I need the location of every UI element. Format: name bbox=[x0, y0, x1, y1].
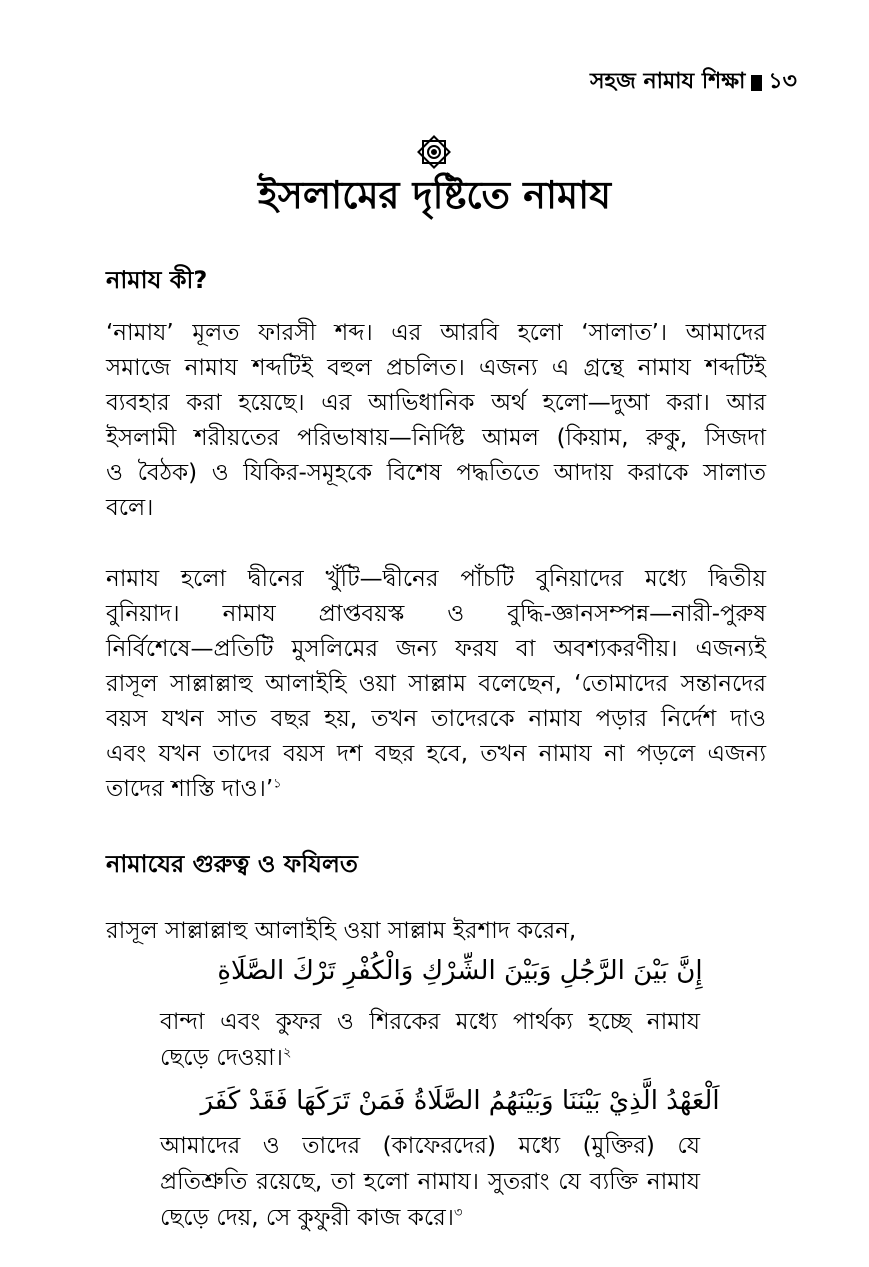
text-line bbox=[160, 1200, 700, 1236]
text-line-content: ছেড়ে দেয়, সে কুফুরী কাজ করে। bbox=[160, 1205, 454, 1231]
text-line: এবং যখন তাদের বয়স দশ বছর হবে, তখন নামায না পড়লে এজন্য bbox=[106, 741, 766, 767]
text-line: আমাদের ও তাদের (কাফেরদের) মধ্যে (মুক্তির) যে bbox=[160, 1133, 700, 1159]
paragraph-definition bbox=[106, 316, 766, 526]
chapter-title: ইসলামের দৃষ্টিতে নামায bbox=[257, 173, 612, 217]
text-line-content: ছেড়ে দেওয়া। bbox=[160, 1045, 284, 1071]
text-line: ব্যবহার করা হয়েছে। এর আভিধানিক অর্থ হলো—দুআ করা। আর bbox=[106, 390, 766, 416]
text-line: বয়স যখন সাত বছর হয়, তখন তাদেরকে নামায পড়ার নির্দেশ দাও bbox=[106, 706, 766, 732]
section-heading-what-is-namaz: নামায কী? bbox=[106, 266, 208, 294]
page-number: ১৩ bbox=[768, 69, 797, 94]
text-line: প্রতিশ্রুতি রয়েছে, তা হলো নামায। সুতরাং যে ব্যক্তি নামায bbox=[160, 1169, 700, 1195]
text-line: ও বৈঠক) ও যিকির-সমূহকে বিশেষ পদ্ধতিতে আদায় করাকে সালাত bbox=[106, 460, 766, 486]
text-line: বুনিয়াদ। নামায প্রাপ্তবয়স্ক ও বুদ্ধি-জ্ঞানসম্পন্ন—নারী-পুরুষ bbox=[106, 601, 766, 627]
text-line bbox=[106, 772, 766, 807]
text-line: রাসূল সাল্লাল্লাহু আলাইহি ওয়া সাল্লাম বলেছেন, ‘তোমাদের সন্তানদের bbox=[106, 671, 766, 697]
hadith-intro: রাসূল সাল্লাল্লাহু আলাইহি ওয়া সাল্লাম ইরশাদ করেন, bbox=[106, 918, 577, 944]
footnote-marker: ১ bbox=[273, 776, 282, 792]
text-line-content: তাদের শাস্তি দাও।’ bbox=[106, 776, 274, 802]
footnote-marker: ৩ bbox=[453, 1205, 463, 1221]
text-line: ইসলামী শরীয়তের পরিভাষায়—নির্দিষ্ট আমল (কিয়াম, রুকু, সিজদা bbox=[106, 425, 766, 451]
text-line: নামায হলো দ্বীনের খুঁটি—দ্বীনের পাঁচটি বুনিয়াদের মধ্যে দ্বিতীয় bbox=[106, 566, 766, 592]
separator-square-icon bbox=[751, 75, 762, 91]
text-line: সমাজে নামায শব্দটিই বহুল প্রচলিত। এজন্য এ গ্রন্থে নামায শব্দটিই bbox=[106, 355, 766, 381]
hadith-translation-1 bbox=[160, 1004, 700, 1076]
paragraph-pillar bbox=[106, 562, 766, 807]
text-line bbox=[160, 1040, 700, 1076]
hadith-arabic-2: اَلْعَهْدُ الَّذِيْ بَيْنَنَا وَبَيْنَهُمُ الصَّلَاةُ فَمَنْ تَرَكَهَا فَقَدْ كَفَرَ bbox=[200, 1086, 720, 1116]
text-line: নির্বিশেষে—প্রতিটি মুসলিমের জন্য ফরয বা অবশ্যকরণীয়। এজন্যই bbox=[106, 636, 766, 662]
hadith-arabic-1: إِنَّ بَيْنَ الرَّجُلِ وَبَيْنَ الشِّرْكِ وَالْكُفْرِ تَرْكَ الصَّلَاةِ bbox=[217, 956, 703, 986]
section-heading-importance: নামাযের গুরুত্ব ও ফযিলত bbox=[106, 850, 358, 878]
running-header bbox=[590, 64, 797, 101]
book-title: সহজ নামায শিক্ষা bbox=[590, 69, 746, 94]
text-line: বান্দা এবং কুফর ও শিরকের মধ্যে পার্থক্য হচ্ছে নামায bbox=[160, 1009, 700, 1035]
hadith-translation-2 bbox=[160, 1128, 700, 1236]
text-line: ‘নামায’ মূলত ফারসী শব্দ। এর আরবি হলো ‘সালাত’। আমাদের bbox=[106, 320, 766, 346]
footnote-marker: ২ bbox=[283, 1045, 292, 1061]
text-line: বলে। bbox=[106, 495, 154, 521]
